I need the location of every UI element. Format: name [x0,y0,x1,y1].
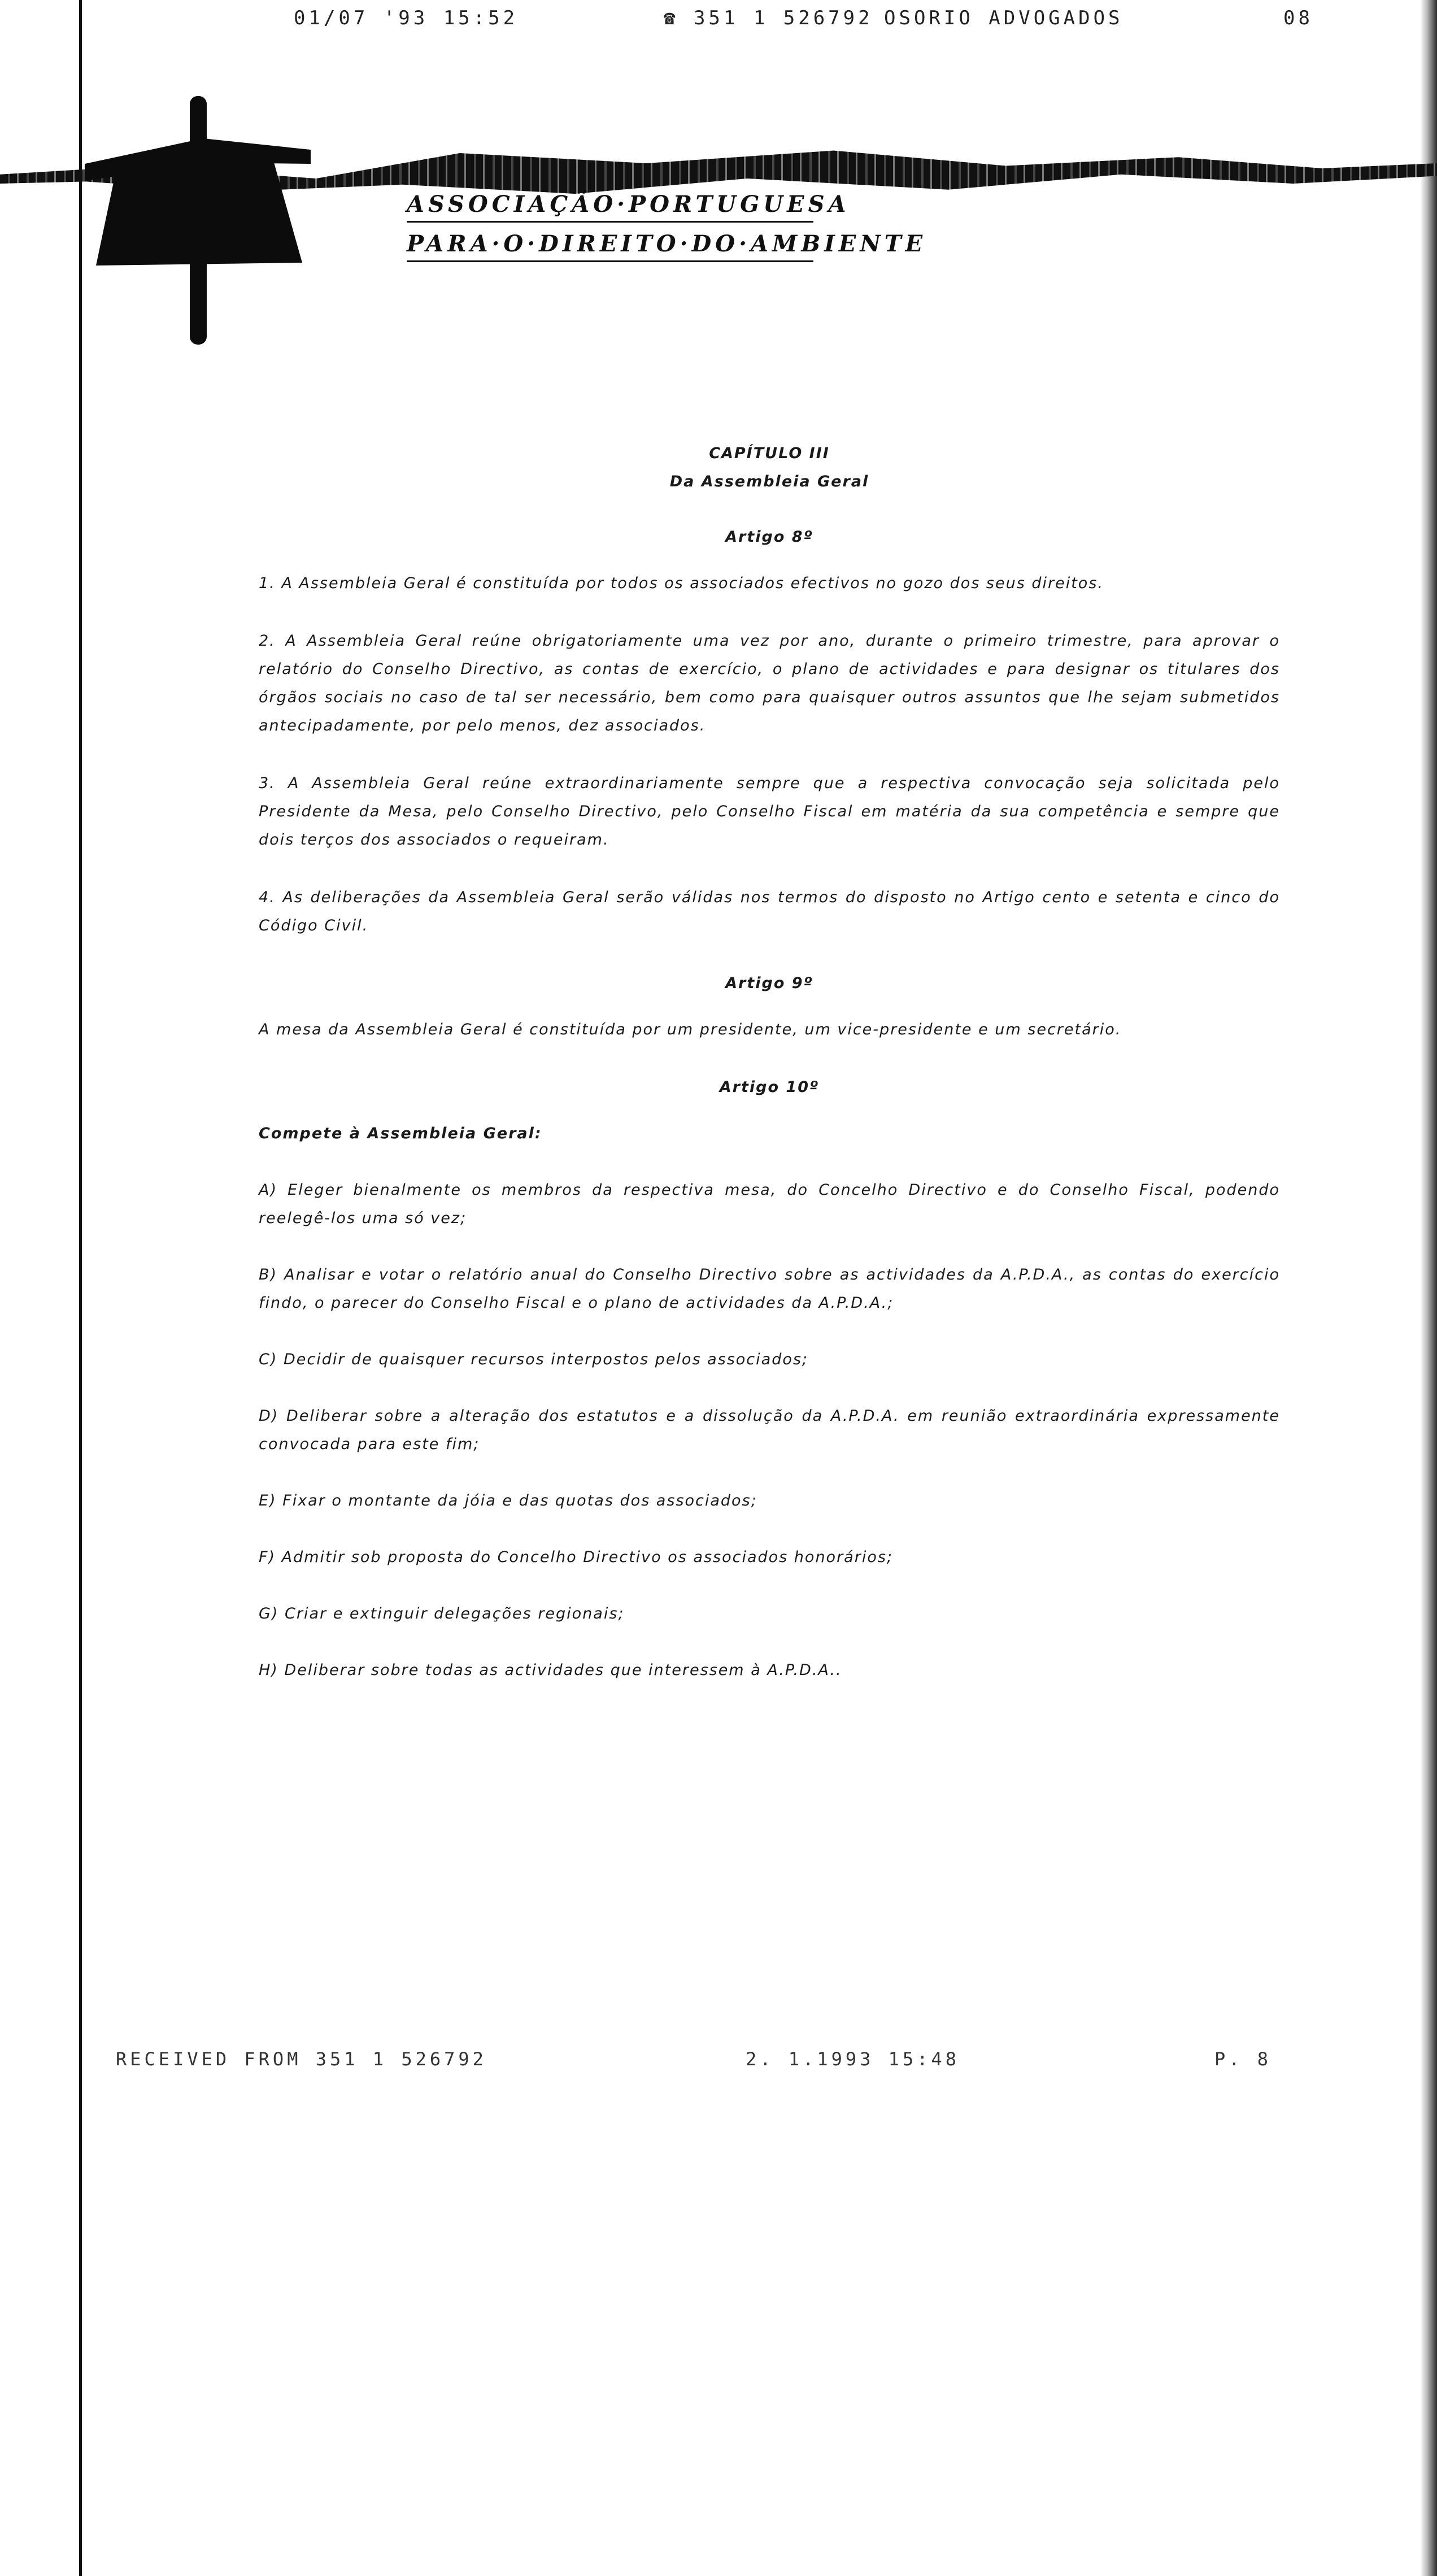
article-10-item-c: C) Decidir de quaisquer recursos interpostos pelos associados; [259,1351,809,1368]
letterhead-line-1: ASSOCIAÇÃO·PORTUGUESA [407,191,813,223]
article-10-heading: Artigo 10º [719,1078,820,1096]
fax-footer-datetime: 2. 1.1993 15:48 [746,2048,960,2070]
article-10-item-d: D) Deliberar sobre a alteração dos estatutos e a dissolução da A.P.D.A. em reunião extraordinária expressamente convocada para este fim; [259,1407,1280,1453]
article-10-item-h: H) Deliberar sobre todas as actividades que interessem à A.P.D.A.. [259,1661,842,1679]
fax-header-phone: ☎ 351 1 526792 [664,7,873,29]
letterhead [407,191,927,262]
article-8-paragraph-2: 2. A Assembleia Geral reúne obrigatoriamente uma vez por ano, durante o primeiro trimestre, para aprovar o relatório do Conselho Directivo, as contas de exercício, o plano de actividades e para designar os titulares dos órgãos sociais no caso de tal ser necessário, bem como para quaisquer outros assuntos que lhe sejam submetidos antecipadamente, por pelo menos, dez associados. [259,632,1280,734]
fax-header [0,7,1437,41]
document-body [259,440,1280,1713]
article-9-paragraph-1: A mesa da Assembleia Geral é constituída por um presidente, um vice-presidente e um secretário. [259,1021,1122,1038]
article-10-intro: Compete à Assembleia Geral: [259,1125,542,1142]
article-8-heading: Artigo 8º [725,528,813,546]
apda-logo-icon [85,96,311,345]
chapter-heading: CAPÍTULO III [709,445,830,462]
fax-header-page: 08 [1283,7,1313,29]
fax-header-sender: OSORIO ADVOGADOS [884,7,1124,29]
fax-footer-page: P. 8 [1214,2048,1272,2070]
left-margin-rule [79,0,82,2576]
fax-footer [0,2048,1437,2077]
article-10-item-e: E) Fixar o montante da jóia e das quotas dos associados; [259,1492,757,1509]
article-9-heading: Artigo 9º [725,974,813,992]
article-10-item-b: B) Analisar e votar o relatório anual do Conselho Directivo sobre as actividades da A.P.D.A., as contas do exercício findo, o parecer do Conselho Fiscal e o plano de actividades da A.P.D.A.; [259,1266,1280,1312]
chapter-title: Da Assembleia Geral [669,473,869,490]
letterhead-line-2: PARA·O·DIREITO·DO·AMBIENTE [407,230,813,262]
fax-header-datetime: 01/07 '93 15:52 [294,7,519,29]
fax-footer-received: RECEIVED FROM 351 1 526792 [116,2048,487,2070]
article-10-item-f: F) Admitir sob proposta do Concelho Directivo os associados honorários; [259,1548,894,1566]
article-8-paragraph-1: 1. A Assembleia Geral é constituída por todos os associados efectivos no gozo dos seus direitos. [259,575,1104,592]
right-scan-edge [1420,0,1437,2576]
article-8-paragraph-3: 3. A Assembleia Geral reúne extraordinariamente sempre que a respectiva convocação seja solicitada pelo Presidente da Mesa, pelo Conselho Directivo, pelo Conselho Fiscal em matéria da sua competência e sempre que dois terços dos associados o requeiram. [259,774,1280,848]
article-10-item-a: A) Eleger bienalmente os membros da respectiva mesa, do Concelho Directivo e do Conselho Fiscal, podendo reelegê-los uma só vez; [259,1181,1280,1227]
article-8-paragraph-4: 4. As deliberações da Assembleia Geral serão válidas nos termos do disposto no Artigo cento e setenta e cinco do Código Civil. [259,889,1280,934]
article-10-item-g: G) Criar e extinguir delegações regionais; [259,1605,625,1622]
